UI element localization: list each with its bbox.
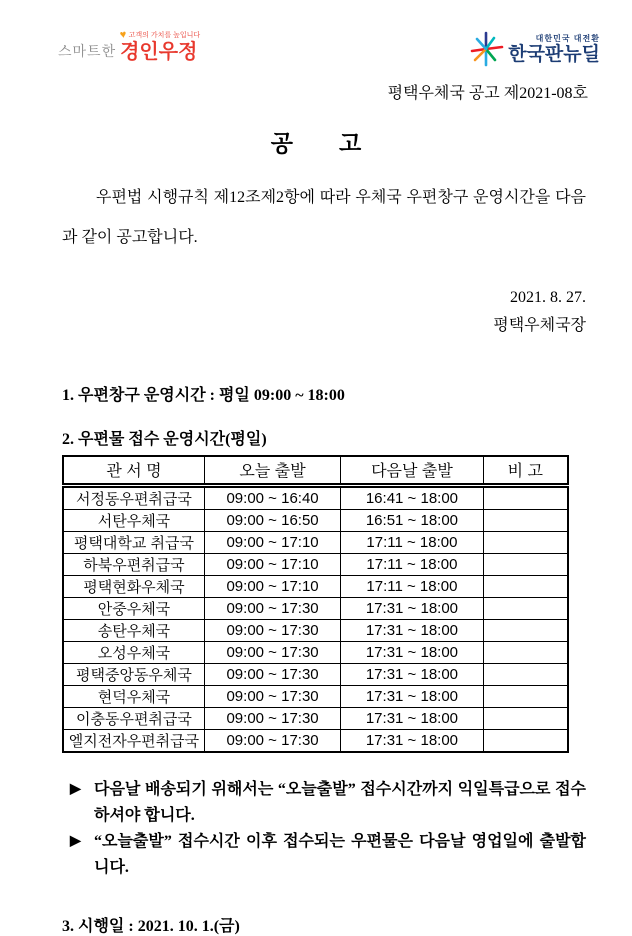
table-cell: 09:00 ~ 16:50: [204, 509, 340, 531]
note-item: [70, 829, 586, 881]
table-cell: 17:11 ~ 18:00: [341, 553, 483, 575]
note-bullet-icon: ▶: [70, 781, 81, 797]
table-cell: [483, 641, 568, 663]
col-header-nextday-departure: 다음날 출발: [341, 456, 483, 485]
table-cell: 17:11 ~ 18:00: [341, 531, 483, 553]
table-cell: 09:00 ~ 17:30: [204, 707, 340, 729]
table-row: [63, 729, 568, 752]
table-cell: 16:51 ~ 18:00: [341, 509, 483, 531]
table-row: [63, 575, 568, 597]
table-row: [63, 509, 568, 531]
table-cell: [483, 663, 568, 685]
table-cell: 17:31 ~ 18:00: [341, 685, 483, 707]
table-cell: 안중우체국: [63, 597, 204, 619]
logo-tagline: 고객의 가치를 높입니다: [128, 32, 201, 39]
table-cell: 17:31 ~ 18:00: [341, 707, 483, 729]
table-row: [63, 663, 568, 685]
table-row: [63, 619, 568, 641]
table-cell: 09:00 ~ 17:10: [204, 531, 340, 553]
table-cell: 평택중앙동우체국: [63, 663, 204, 685]
table-cell: [483, 707, 568, 729]
section-3-heading: 3. 시행일 : 2021. 10. 1.(금): [62, 917, 240, 935]
table-cell: 09:00 ~ 17:30: [204, 619, 340, 641]
heart-icon: ♥: [119, 28, 128, 42]
logo-brand-text: 경인우정: [120, 41, 198, 63]
section-1-heading: 1. 우편창구 운영시간 : 평일 09:00 ~ 18:00: [62, 387, 345, 404]
note-text: “오늘출발” 접수시간 이후 접수되는 우편물은 다음날 영업일에 출발합니다.: [94, 832, 586, 876]
table-cell: [483, 597, 568, 619]
table-row: [63, 485, 568, 509]
table-body: [63, 485, 568, 752]
body-paragraph: 우편법 시행규칙 제12조제2항에 따라 우체국 우편창구 운영시간을 다음과 같이 공고합니다.: [62, 189, 586, 246]
korean-new-deal-logo: [469, 30, 600, 68]
table-cell: 이충동우편취급국: [63, 707, 204, 729]
new-deal-asterisk-icon: [469, 30, 503, 68]
table-cell: 현덕우체국: [63, 685, 204, 707]
announcement-date: 2021. 8. 27.: [510, 289, 586, 306]
signature: 평택우체국장: [493, 317, 586, 334]
table-cell: 09:00 ~ 16:40: [204, 485, 340, 509]
table-cell: [483, 729, 568, 752]
col-header-remarks: 비 고: [483, 456, 568, 485]
col-header-office: 관 서 명: [63, 456, 204, 485]
table-row: [63, 531, 568, 553]
table-cell: 평택대학교 취급국: [63, 531, 204, 553]
note-bullet-icon: ▶: [70, 833, 81, 849]
table-cell: [483, 553, 568, 575]
new-deal-top-text: 대한민국 대전환: [535, 33, 600, 43]
col-header-today-departure: 오늘 출발: [204, 456, 340, 485]
table-cell: [483, 509, 568, 531]
doc-number: 평택우체국 공고 제2021-08호: [387, 85, 588, 102]
table-cell: 오성우체국: [63, 641, 204, 663]
new-deal-brand-text: 한국판뉴딜: [508, 43, 600, 65]
table-row: [63, 685, 568, 707]
table-cell: 17:11 ~ 18:00: [341, 575, 483, 597]
table-cell: 송탄우체국: [63, 619, 204, 641]
table-cell: 09:00 ~ 17:30: [204, 685, 340, 707]
note-text: 다음날 배송되기 위해서는 “오늘출발” 접수시간까지 익일특급으로 접수하셔야 합니다.: [94, 780, 586, 824]
table-row: [63, 707, 568, 729]
table-cell: 서정동우편취급국: [63, 485, 204, 509]
table-cell: 09:00 ~ 17:10: [204, 575, 340, 597]
table-cell: 17:31 ~ 18:00: [341, 663, 483, 685]
table-cell: 09:00 ~ 17:30: [204, 663, 340, 685]
table-cell: 09:00 ~ 17:30: [204, 641, 340, 663]
page-title: 공 고: [270, 131, 362, 156]
table-row: [63, 641, 568, 663]
table-cell: 17:31 ~ 18:00: [341, 641, 483, 663]
section-2-heading: 2. 우편물 접수 운영시간(평일): [62, 431, 267, 448]
table-cell: [483, 575, 568, 597]
table-cell: 평택현화우체국: [63, 575, 204, 597]
gyeongin-postal-logo: [58, 30, 200, 62]
table-cell: 17:31 ~ 18:00: [341, 729, 483, 752]
table-cell: 09:00 ~ 17:10: [204, 553, 340, 575]
notes-list: [70, 777, 586, 881]
table-row: [63, 553, 568, 575]
date-signature-block: [0, 284, 632, 340]
table-cell: 하북우편취급국: [63, 553, 204, 575]
table-cell: 17:31 ~ 18:00: [341, 597, 483, 619]
header-logo-row: [0, 0, 632, 74]
table-cell: 16:41 ~ 18:00: [341, 485, 483, 509]
table-cell: 엘지전자우편취급국: [63, 729, 204, 752]
table-cell: [483, 485, 568, 509]
table-cell: [483, 531, 568, 553]
table-cell: 09:00 ~ 17:30: [204, 729, 340, 752]
logo-prefix-text: 스마트한: [58, 43, 117, 59]
note-item: [70, 777, 586, 829]
table-row: [63, 597, 568, 619]
table-cell: 서탄우체국: [63, 509, 204, 531]
table-cell: 17:31 ~ 18:00: [341, 619, 483, 641]
table-cell: [483, 619, 568, 641]
post-office-hours-table: [62, 455, 569, 753]
table-cell: 09:00 ~ 17:30: [204, 597, 340, 619]
table-cell: [483, 685, 568, 707]
table-header-row: [63, 456, 568, 485]
